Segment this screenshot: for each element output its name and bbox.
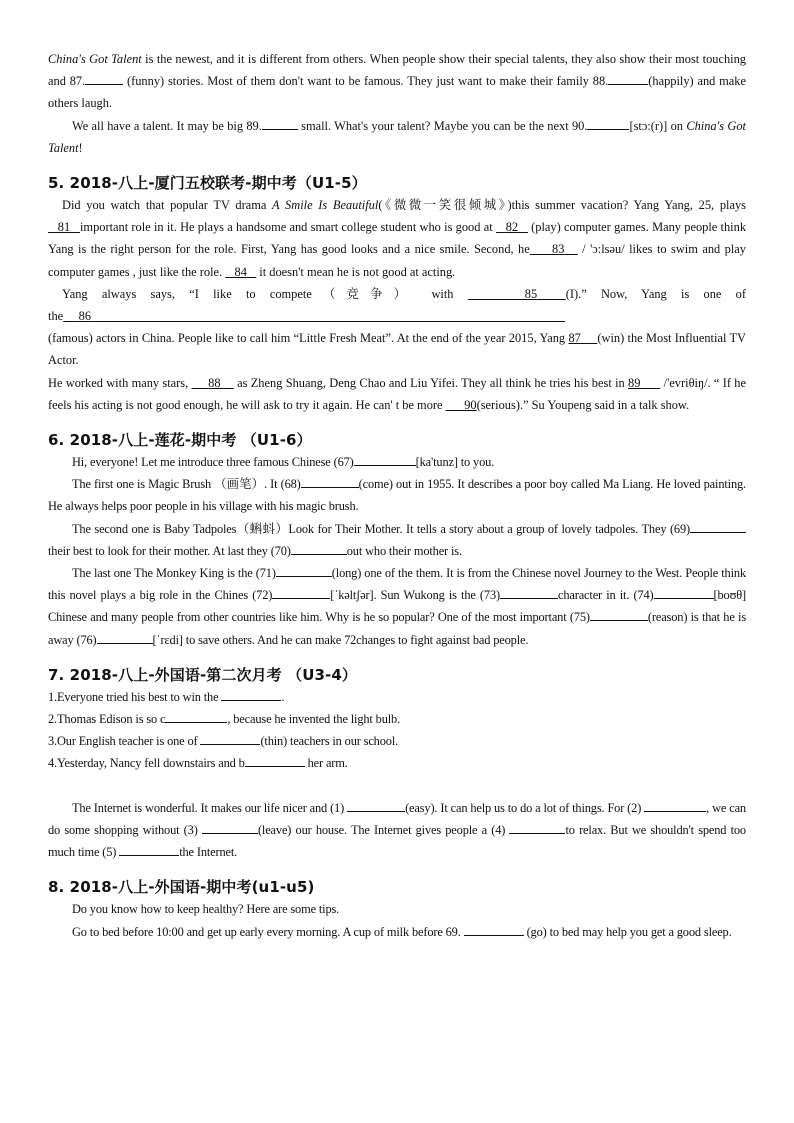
section-8-heading: 8. 2018-八上-外国语-期中考(u1-u5) — [48, 878, 315, 897]
blank-q1[interactable] — [221, 687, 281, 701]
show-title: China's Got Talent — [48, 118, 746, 155]
blank-90[interactable] — [587, 116, 629, 130]
blank-81[interactable]: 81 — [57, 220, 71, 235]
blank-88[interactable] — [608, 71, 648, 85]
blank-90b[interactable]: 90 — [464, 397, 477, 412]
blank-q3[interactable] — [200, 731, 260, 745]
paragraph: The last one The Monkey King is the (71) (long) one of the them. It is from the Chinese novel Journey to the West. People think this novel plays a big role in the Chines (72) [ˈkəltʃər]. Sun Wukong is the (73) character in it. (74) [boʊθ] Chinese and many people from other countries like him. Why is he so popular? One of the most important (75) (reason) is that he is away (76) [ˈrɛdi] to save others. And he can make 72changes to fight against bad people. — [48, 562, 746, 651]
paragraph: The first one is Magic Brush （画笔）. It (68) (come) out in 1955. It describes a poor boy called Ma Liang. He loved painting. He always helps poor people in his village with his magic brush. — [48, 473, 746, 517]
blank-75[interactable] — [590, 607, 648, 621]
section-4-continuation — [48, 48, 746, 159]
blank-88b[interactable]: 88 — [208, 375, 221, 390]
paragraph: We all have a talent. It may be big 89. small. What's your talent? Maybe you can be the next 90. [stɔ:(r)] on China's Got Talent! — [48, 115, 746, 159]
blank-83[interactable]: 83 — [552, 242, 565, 257]
section-7-heading: 7. 2018-八上-外国语-第二次月考 （U3-4） — [48, 665, 357, 684]
blank-q4[interactable] — [245, 753, 305, 767]
section-5-body — [48, 194, 746, 416]
section-8-body — [48, 898, 746, 942]
blank-89b[interactable]: 89 — [628, 375, 641, 390]
blank-69[interactable] — [690, 519, 746, 533]
section-5-heading: 5. 2018-八上-厦门五校联考-期中考（U1-5） — [48, 174, 367, 193]
paragraph: China's Got Talent is the newest, and it is different from others. When people show their special talents, they also show their most touching and 87. (funny) stories. Most of them don't want to be famous. They just want to make their family 88. (happily) and make others laugh. — [48, 52, 747, 111]
section-6-body — [48, 451, 746, 651]
blank-70[interactable] — [291, 541, 347, 555]
blank-i4[interactable] — [509, 820, 565, 834]
paragraph: Do you know how to keep healthy? Here are some tips. — [72, 902, 340, 917]
paragraph: Go to bed before 10:00 and get up early every morning. A cup of milk before 69. (go) to bed may help you get a good sleep. — [48, 921, 746, 943]
drama-title: A Smile Is Beautiful — [272, 198, 379, 213]
blank-89[interactable] — [262, 116, 298, 130]
blank-87b[interactable]: 87 — [568, 331, 581, 346]
blank-73[interactable] — [500, 585, 558, 599]
blank-i1[interactable] — [347, 798, 405, 812]
blank-71[interactable] — [276, 563, 332, 577]
paragraph: Did you watch that popular TV drama A Smile Is Beautiful(《微微一笑很倾城》)this summer vacation? Yang Yang, 25, plays 81 important role in it. He plays a handsome and smart college student who is good at 82 (play) computer games. Many people think Yang is the right person for the role. First, Yang has good looks and a nice smile. Second, he 83 / 'ɔ:lsəu/ likes to swim and play computer games , just like the role. 84 it doesn't mean he is not good at acting. — [48, 198, 747, 279]
blank-69b[interactable] — [464, 922, 524, 936]
section-7-body — [48, 686, 746, 863]
question-4: 4.Yesterday, Nancy fell downstairs and b her arm. — [48, 752, 746, 774]
blank-84[interactable]: 84 — [234, 264, 247, 279]
question-3: 3.Our English teacher is one of (thin) teachers in our school. — [48, 730, 746, 752]
paragraph: The second one is Baby Tadpoles（蝌蚪）Look for Their Mother. It tells a story about a group of lovely tadpoles. They (69)their best to look for their mother. At last they (70) out who their mother is. — [48, 518, 746, 562]
blank-72[interactable] — [272, 585, 330, 599]
question-1: 1.Everyone tried his best to win the . — [48, 686, 746, 708]
blank-87[interactable] — [85, 71, 123, 85]
blank-67[interactable] — [354, 452, 416, 466]
blank-68[interactable] — [301, 474, 359, 488]
paragraph: He worked with many stars, 88 as Zheng Shuang, Deng Chao and Liu Yifei. They all think he tries his best in 89 /'evriθiŋ/. “ If he feels his acting is not good enough, he will ask to try it again. He can' t be more 90(serious).” Su Youpeng said in a talk show. — [48, 375, 746, 412]
blank-82[interactable]: 82 — [505, 220, 519, 235]
paragraph: (famous) actors in China. People like to call him “Little Fresh Meat”. At the end of the year 2015, Yang 87 (win) the Most Influential TV Actor. — [48, 331, 746, 368]
blank-i2[interactable] — [644, 798, 706, 812]
blank-i5[interactable] — [119, 842, 179, 856]
paragraph: Hi, everyone! Let me introduce three famous Chinese (67) [ka'tunz] to you. — [48, 451, 746, 473]
blank-76[interactable] — [97, 630, 153, 644]
show-title: China's Got Talent — [48, 52, 142, 66]
worksheet-page — [48, 48, 746, 943]
paragraph: Yang always says, “I like to compete（竞争） with 85 (I).” Now, Yang is one of the 86 — [48, 286, 746, 324]
section-6-heading: 6. 2018-八上-莲花-期中考 （U1-6） — [48, 431, 312, 450]
blank-86[interactable]: 86 — [78, 309, 92, 324]
question-2: 2.Thomas Edison is so c , because he invented the light bulb. — [48, 708, 746, 730]
blank-i3[interactable] — [202, 820, 258, 834]
blank-74[interactable] — [654, 585, 714, 599]
blank-q2[interactable] — [165, 709, 227, 723]
internet-paragraph: The Internet is wonderful. It makes our life nicer and (1) (easy). It can help us to do a lot of things. For (2) , we can do some shopping without (3) (leave) our house. The Internet gives people a (4) to relax. But we shouldn't spend too much time (5) the Internet. — [48, 797, 746, 864]
blank-85[interactable]: 85 — [524, 286, 538, 301]
